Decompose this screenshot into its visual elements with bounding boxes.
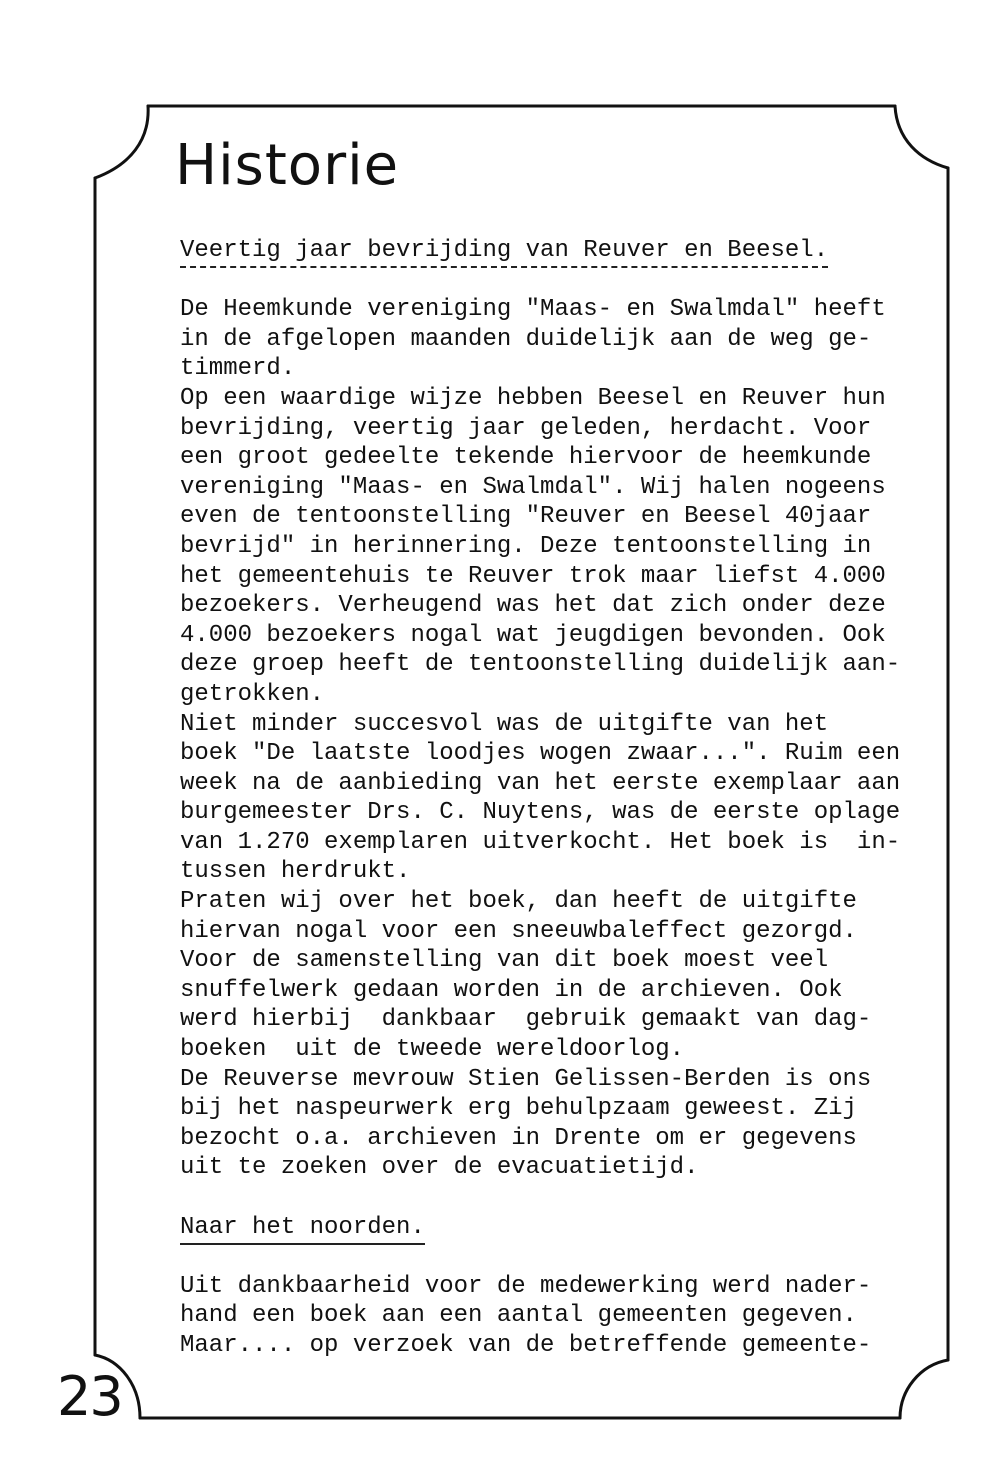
headline-text: Veertig jaar bevrijding van Reuver en Beesel. — [180, 237, 828, 268]
text-line: uit te zoeken over de evacuatietijd. — [180, 1154, 699, 1182]
article-headline — [180, 236, 920, 266]
text-line: 4.000 bezoekers nogal wat jeugdigen bevonden. Ook — [180, 621, 886, 649]
text-line: het gemeentehuis te Reuver trok maar liefst 4.000 — [180, 562, 886, 590]
subheading-text: Naar het noorden. — [180, 1214, 425, 1245]
paragraph-main — [180, 295, 920, 1183]
spacer — [180, 266, 920, 296]
spacer — [180, 1183, 920, 1213]
text-line: van 1.270 exemplaren uitverkocht. Het boek is in- — [180, 828, 901, 856]
text-line: bij het naspeurwerk erg behulpzaam geweest. Zij — [180, 1095, 857, 1123]
text-line: hand een boek aan een aantal gemeenten gegeven. — [180, 1302, 857, 1330]
text-line: timmerd. — [180, 355, 296, 383]
text-line: Maar.... op verzoek van de betreffende gemeente- — [180, 1331, 872, 1359]
text-line: deze groep heeft de tentoonstelling duidelijk aan- — [180, 651, 901, 679]
text-line: boek "De laatste loodjes wogen zwaar...". Ruim een — [180, 740, 901, 768]
text-line: boeken uit de tweede wereldoorlog. — [180, 1036, 685, 1064]
text-line: Praten wij over het boek, dan heeft de uitgifte — [180, 888, 857, 916]
text-line: bevrijd" in herinnering. Deze tentoonstelling in — [180, 532, 872, 560]
text-line: hiervan nogal voor een sneeuwbaleffect gezorgd. — [180, 917, 857, 945]
section-subheading — [180, 1213, 920, 1243]
text-line: vereniging "Maas- en Swalmdal". Wij halen nogeens — [180, 473, 886, 501]
text-line: Niet minder succesvol was de uitgifte van het — [180, 710, 829, 738]
spacer — [180, 1242, 920, 1272]
text-line: even de tentoonstelling "Reuver en Beesel 40jaar — [180, 503, 872, 531]
text-line: tussen herdrukt. — [180, 858, 411, 886]
text-line: in de afgelopen maanden duidelijk aan de weg ge- — [180, 325, 872, 353]
text-line: bezoekers. Verheugend was het dat zich onder deze — [180, 592, 886, 620]
article-body — [180, 236, 920, 1361]
page-number: 23 — [57, 1365, 122, 1428]
page-title: Historie — [175, 133, 400, 198]
text-line: een groot gedeelte tekende hiervoor de heemkunde — [180, 444, 872, 472]
text-line: De Heemkunde vereniging "Maas- en Swalmdal" heeft — [180, 296, 886, 324]
text-line: getrokken. — [180, 680, 325, 708]
text-line: bevrijding, veertig jaar geleden, herdacht. Voor — [180, 414, 872, 442]
paragraph-secondary — [180, 1272, 920, 1361]
text-line: werd hierbij dankbaar gebruik gemaakt van dag- — [180, 1006, 872, 1034]
text-line: week na de aanbieding van het eerste exemplaar aan — [180, 769, 901, 797]
text-line: Uit dankbaarheid voor de medewerking werd nader- — [180, 1272, 872, 1300]
text-line: burgemeester Drs. C. Nuytens, was de eerste oplage — [180, 799, 901, 827]
text-line: bezocht o.a. archieven in Drente om er gegevens — [180, 1124, 857, 1152]
text-line: snuffelwerk gedaan worden in de archieven. Ook — [180, 976, 843, 1004]
text-line: De Reuverse mevrouw Stien Gelissen-Berden is ons — [180, 1065, 872, 1093]
text-line: Op een waardige wijze hebben Beesel en Reuver hun — [180, 384, 886, 412]
text-line: Voor de samenstelling van dit boek moest veel — [180, 947, 829, 975]
